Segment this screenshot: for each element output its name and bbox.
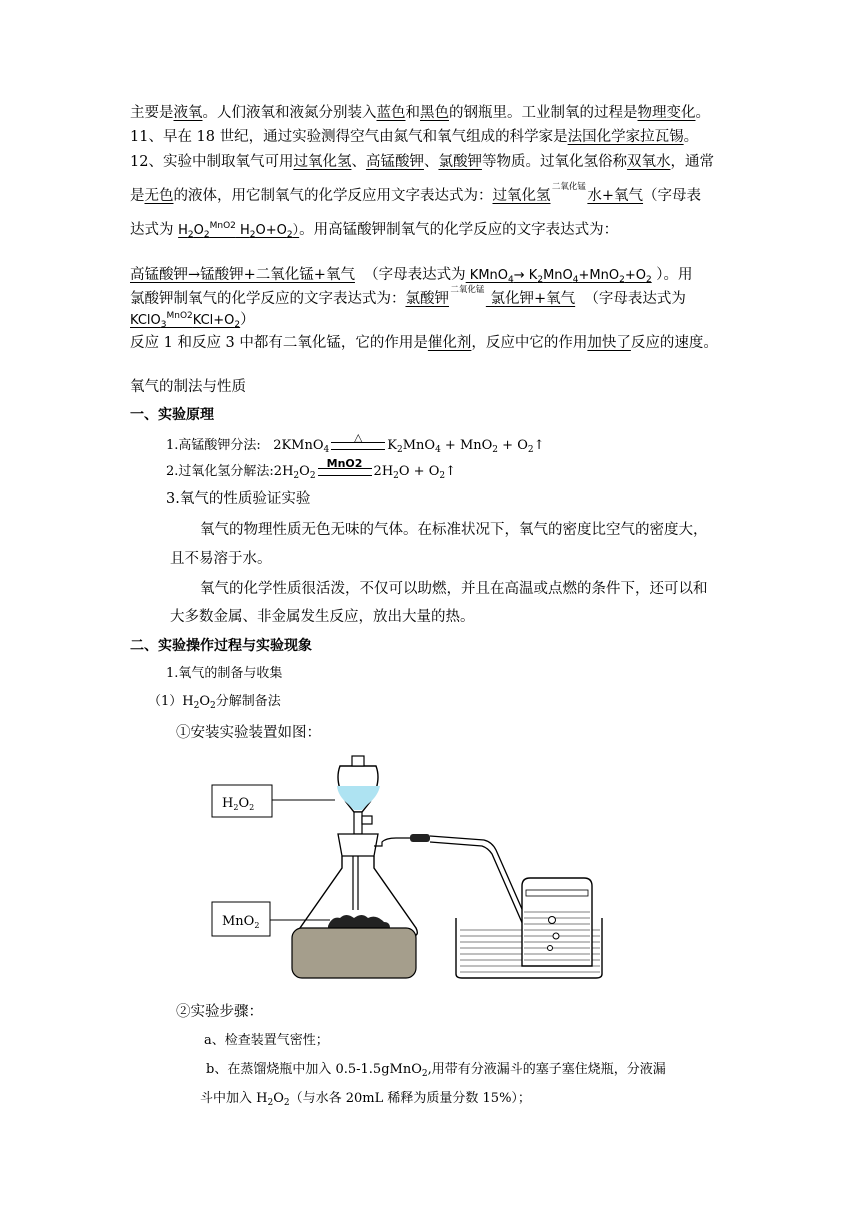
word-equation-h2o2	[492, 182, 644, 204]
text-line-2	[130, 127, 698, 147]
answer-physical-change: 物理变化	[637, 105, 696, 121]
word-equation-kclo3	[405, 285, 576, 307]
text: ，通常	[670, 154, 714, 170]
step-b-line2: 斗中加入 $H_2O_2$（与水各 20mL 稀释为质量分数 15%）；	[200, 1091, 531, 1108]
funnel-stem	[354, 812, 362, 834]
text: （字母表	[643, 188, 702, 204]
h2o2-liquid	[337, 786, 380, 810]
step-h2o2-method: $(1)H_2O_2$分解制备法	[148, 694, 281, 711]
text: 。用高锰酸钾制氧气的化学反应的文字表达式为：	[299, 222, 619, 238]
principle-label: 2.过氧化氢分解法:	[166, 464, 274, 479]
h2o2-label: $H_2O_2$	[222, 796, 255, 812]
reactant: 过氧化氢	[492, 188, 551, 204]
chemical-properties-text: 氧气的化学性质很活泼，不仅可以助燃，并且在高温或点燃的条件下，还可以和	[200, 581, 708, 597]
heat-symbol: △	[354, 430, 363, 444]
gas-bubble	[548, 946, 553, 951]
text: 是	[130, 188, 145, 204]
condition-label: 二氧化锰	[450, 285, 485, 295]
text: 达式为	[130, 222, 179, 238]
answer-blue: 蓝色	[376, 105, 406, 121]
equation-kmno4: 2KMnO$_4$ △ $K_2MnO_4 + MnO_2$ + $O_2↑$	[273, 438, 544, 453]
equals-sign	[318, 456, 372, 476]
text: 12、实验中制取氧气可用	[130, 154, 294, 170]
bottle-top	[526, 890, 588, 896]
formula-h2o2-decomp: $H_2O_2^{MnO2}$ $H_2O+O_2$）	[178, 221, 300, 240]
text-line-3	[130, 152, 714, 172]
step-procedure-label: ②实验步骤：	[176, 1004, 263, 1020]
text: 氯酸钾制氧气的化学反应的文字表达式为：	[130, 291, 406, 307]
principle-3-label: 3.氧气的性质验证实验	[166, 491, 311, 507]
text: 、	[423, 154, 439, 170]
principle-label: 1.高锰酸钾分法:	[166, 438, 261, 453]
text: 等物质。过氧化氢俗称	[481, 154, 627, 170]
reaction-condition	[449, 285, 486, 309]
answer-colorless: 无色	[144, 188, 174, 204]
mno2-solid	[328, 915, 390, 928]
catalyst-label: MnO2	[326, 456, 363, 470]
physical-properties-text: 氧气的物理性质无色无味的气体。在标准状况下，氧气的密度比空气的密度大，	[200, 522, 708, 538]
products: 水+氧气	[587, 188, 644, 204]
formula-kclo3-decomp: $KClO_3^{MnO2}KCl+O_2$	[130, 311, 241, 330]
text: 反应的速度。	[630, 335, 718, 351]
text-line-7	[130, 285, 686, 309]
text: 、	[351, 154, 366, 170]
step-a: a、检查装置气密性；	[204, 1033, 329, 1048]
text: 的钢瓶里。工业制氧的过程是	[449, 105, 638, 121]
equation-h2o2: $2H_2O_2$ MnO2 $2H_2O$ + $O_2↑$	[274, 464, 456, 479]
text: 的液体，用它制氧气的化学反应用文字表达式为：	[173, 188, 493, 204]
text: ，反应中它的作用	[471, 335, 588, 351]
text: 11、早在 18 世纪，通过实验测得空气由氮气和氧气组成的科学家是	[130, 129, 568, 145]
equals-sign	[331, 430, 385, 450]
text: 。	[695, 105, 710, 121]
step-preparation: 1.氧气的制备与收集	[166, 666, 283, 681]
stand-base	[292, 928, 416, 978]
stopcock	[362, 816, 372, 824]
text-line-6	[130, 265, 693, 286]
physical-properties-text-cont: 且不易溶于水。	[170, 551, 272, 567]
text: 。人们液氧和液氮分别装入	[202, 105, 377, 121]
heading-experiment-principle: 一、实验原理	[130, 407, 214, 423]
answer-accelerated: 加快了	[587, 335, 631, 351]
answer-hydrogen-peroxide-common: 双氧水	[626, 154, 671, 170]
mno2-label: MnO$_2$	[222, 914, 260, 930]
text: （字母表达式为	[364, 267, 466, 283]
chemical-properties-text-cont: 大多数金属、非金属发生反应，放出大量的热。	[170, 609, 475, 625]
step-b-line1: b、在蒸馏烧瓶中加入 0.5-1.5gMnO$_2$,用带有分液漏斗的塞子塞住烧瓶，分液漏	[206, 1062, 666, 1079]
funnel-stopper	[352, 756, 364, 766]
text: ）。用	[656, 267, 693, 283]
text-line-8	[130, 310, 255, 331]
formula-kmno4-decomp: KMnO$_4$→ $K_2MnO_4+MnO_2+O_2$	[465, 268, 652, 285]
text: （字母表达式为	[584, 291, 686, 307]
gas-arrow: ↑	[533, 438, 545, 453]
word-equation-kmno4: 高锰酸钾→锰酸钾+二氧化锰+氧气	[130, 267, 355, 283]
condition-label: 二氧化锰	[551, 182, 586, 192]
gas-bubble	[553, 933, 559, 939]
text: 。	[683, 129, 699, 145]
answer-catalyst: 催化剂	[427, 335, 472, 351]
text: 反应 1 和反应 3 中都有二氧化锰，它的作用是	[130, 335, 428, 351]
answer-potassium-permanganate: 高锰酸钾	[365, 154, 424, 170]
rubber-stopper	[338, 834, 378, 856]
text-line-9	[130, 333, 718, 353]
text-line-5	[130, 220, 618, 241]
text: ）	[240, 312, 255, 328]
delivery-tube-start	[374, 838, 412, 846]
principle-2	[166, 456, 457, 482]
answer-potassium-chlorate: 氯酸钾	[438, 154, 482, 170]
heading-procedure: 二、实验操作过程与实验现象	[130, 638, 312, 654]
rubber-connector	[410, 834, 430, 842]
section-title: 氧气的制法与性质	[130, 379, 246, 395]
text: 和	[405, 105, 420, 121]
step-install-apparatus: ①安装实验装置如图：	[176, 725, 321, 741]
reaction-condition	[551, 182, 588, 206]
gas-arrow: ↑	[445, 464, 457, 479]
text: 主要是	[130, 105, 174, 121]
reactant: 氯酸钾	[405, 291, 449, 307]
answer-liquid-oxygen: 液氧	[173, 105, 203, 121]
answer-black: 黑色	[420, 105, 449, 121]
apparatus-diagram	[200, 750, 620, 990]
answer-hydrogen-peroxide: 过氧化氢	[293, 154, 352, 170]
products: 氯化钾+氧气	[485, 291, 576, 307]
text-line-1	[130, 103, 710, 123]
text-line-4	[130, 182, 702, 206]
gas-bubble	[549, 917, 556, 924]
answer-lavoisier: 法国化学家拉瓦锡	[567, 129, 684, 145]
